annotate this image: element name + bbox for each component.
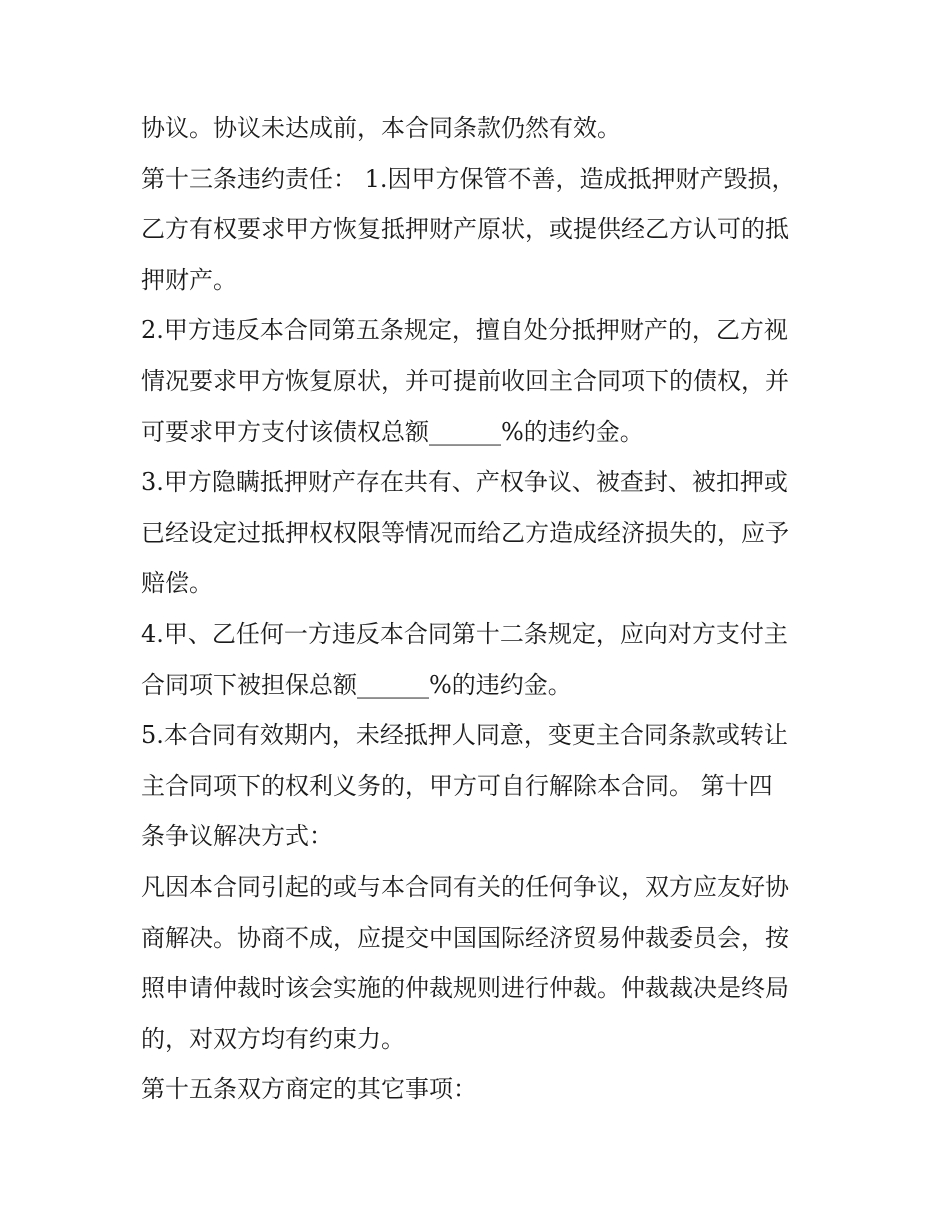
text-line: 的，对双方均有约束力。 [141, 1024, 405, 1053]
text-line: 情况要求甲方恢复原状，并可提前收回主合同项下的债权，并 [141, 366, 789, 395]
text-line: 5.本合同有效期内，未经抵押人同意，变更主合同条款或转让 [141, 721, 788, 750]
text-line: 第十五条双方商定的其它事项： [141, 1075, 477, 1104]
text-line: 主合同项下的权利义务的，甲方可自行解除本合同。 第十四 [141, 771, 773, 800]
text-line: 3.甲方隐瞒抵押财产存在共有、产权争议、被查封、被扣押或 [141, 468, 788, 497]
text-line: 赔偿。 [141, 569, 213, 598]
text-line: 第十三条违约责任： 1.因甲方保管不善，造成抵押财产毁损， [141, 164, 796, 193]
text-line: 2.甲方违反本合同第五条规定，擅自处分抵押财产的，乙方视 [141, 316, 788, 345]
text-line: 协议。协议未达成前，本合同条款仍然有效。 [141, 114, 621, 142]
text-line: 已经设定过抵押权权限等情况而给乙方造成经济损失的，应予 [141, 518, 789, 547]
text-line: 合同项下被担保总额______%的违约金。 [141, 670, 572, 699]
text-line: 押财产。 [141, 265, 237, 294]
text-line: 4.甲、乙任何一方违反本合同第十二条规定，应向对方支付主 [141, 619, 788, 648]
text-line: 商解决。协商不成，应提交中国国际经济贸易仲裁委员会，按 [141, 923, 789, 952]
text-line: 可要求甲方支付该债权总额______%的违约金。 [141, 417, 644, 446]
text-line: 条争议解决方式： [141, 822, 333, 851]
text-line: 照申请仲裁时该会实施的仲裁规则进行仲裁。仲裁裁决是终局 [141, 974, 789, 1003]
text-line: 凡因本合同引起的或与本合同有关的任何争议，双方应友好协 [141, 872, 789, 901]
text-line: 乙方有权要求甲方恢复抵押财产原状，或提供经乙方认可的抵 [141, 215, 789, 244]
